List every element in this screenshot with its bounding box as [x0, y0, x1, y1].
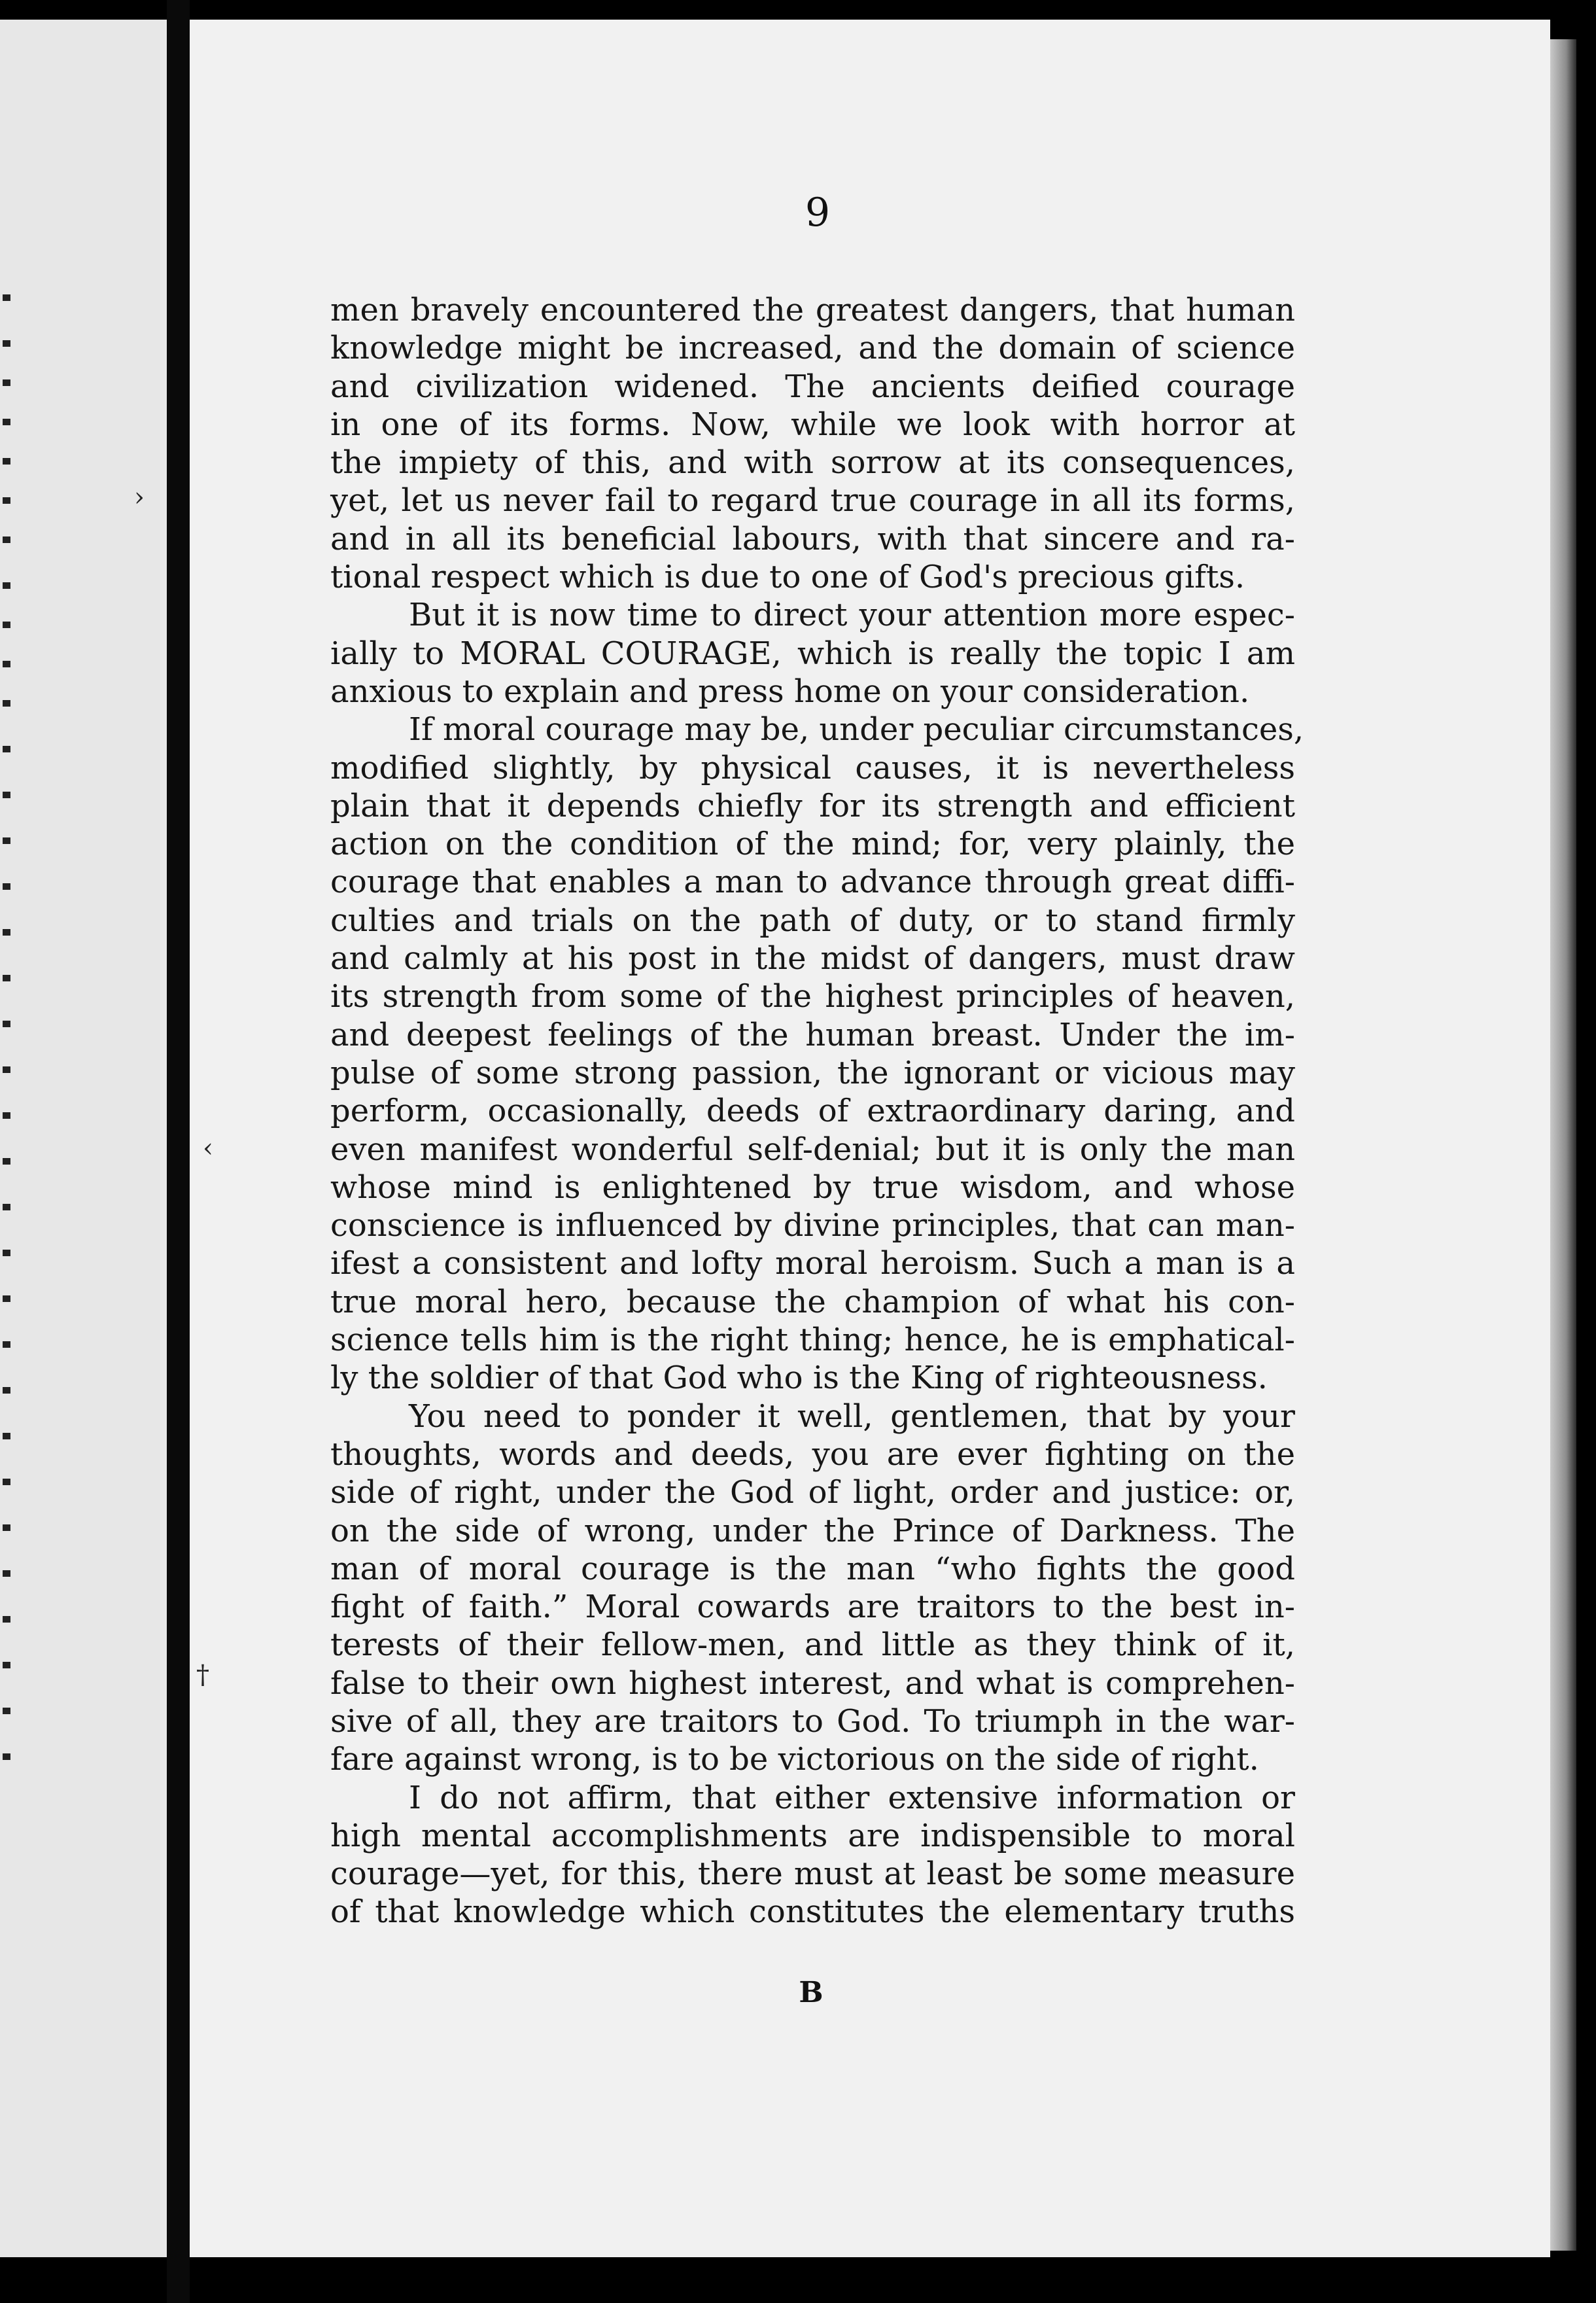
text-line: side of right, under the God of light, order and justice: or, [330, 1474, 1295, 1511]
text-line: even manifest wonderful self-denial; but it is only the man [330, 1131, 1295, 1168]
text-line: false to their own highest interest, and what is comprehen- [330, 1664, 1295, 1702]
facing-page [0, 20, 167, 2257]
text-line: the impiety of this, and with sorrow at its consequences, [330, 444, 1295, 482]
text-line: fare against wrong, is to be victorious on the side of right. [330, 1741, 1259, 1778]
text-line: men bravely encountered the greatest dangers, that human [330, 292, 1295, 328]
text-line: and civilization widened. The ancients deified courage [330, 368, 1295, 405]
text-line: If moral courage may be, under peculiar circumstances, [409, 711, 1304, 748]
text-line: You need to ponder it well, gentlemen, that by your [409, 1398, 1295, 1435]
text-line: courage—yet, for this, there must at least be some measure [330, 1855, 1295, 1893]
text-line: in one of its forms. Now, while we look with horror at [330, 406, 1295, 443]
text-line: culties and trials on the path of duty, or to stand firmly [330, 902, 1295, 939]
text-line: man of moral courage is the man “who fights the good [330, 1550, 1295, 1587]
text-line: knowledge might be increased, and the domain of science [330, 330, 1295, 367]
text-line: tional respect which is due to one of God's precious gifts. [330, 559, 1245, 596]
text-line: courage that enables a man to advance through great diffi- [330, 864, 1295, 901]
text-line: on the side of wrong, under the Prince of Darkness. The [330, 1512, 1295, 1549]
text-line: and calmly at his post in the midst of dangers, must draw [330, 940, 1295, 977]
margin-mark: ‹ [203, 1133, 213, 1163]
text-line: ifest a consistent and lofty moral heroism. Such a man is a [330, 1245, 1295, 1282]
body-text [330, 291, 1304, 1931]
facing-page-edge-text [0, 294, 20, 1995]
text-line: But it is now time to direct your attention more espec- [409, 597, 1295, 634]
text-line: ially to MORAL COURAGE, which is really the topic I am [330, 635, 1295, 672]
text-line: thoughts, words and deeds, you are ever fighting on the [330, 1435, 1295, 1473]
page-edge-shadow [1550, 39, 1576, 2251]
text-line: science tells him is the right thing; hence, he is emphatical- [330, 1322, 1295, 1359]
margin-mark: † [196, 1660, 209, 1690]
text-line: true moral hero, because the champion of what his con- [330, 1283, 1295, 1320]
text-line: ly the soldier of that God who is the King of righteousness. [330, 1360, 1268, 1397]
margin-mark: › [134, 482, 145, 512]
text-line: action on the condition of the mind; for, very plainly, the [330, 826, 1295, 863]
signature-mark: B [799, 1976, 824, 2009]
text-line: conscience is influenced by divine principles, that can man- [330, 1207, 1295, 1244]
text-line: whose mind is enlightened by true wisdom, and whose [330, 1169, 1295, 1206]
text-line: yet, let us never fail to regard true courage in all its forms, [330, 482, 1295, 519]
text-line: pulse of some strong passion, the ignorant or vicious may [330, 1054, 1295, 1091]
text-line: its strength from some of the highest principles of heaven, [330, 978, 1295, 1015]
text-line: perform, occasionally, deeds of extraordinary daring, and [330, 1093, 1295, 1130]
text-line: sive of all, they are traitors to God. To triumph in the war- [330, 1702, 1295, 1740]
text-line: modified slightly, by physical causes, it is nevertheless [330, 749, 1295, 786]
text-line: plain that it depends chiefly for its strength and efficient [330, 787, 1295, 824]
text-line: terests of their fellow-men, and little as they think of it, [330, 1626, 1295, 1664]
book-gutter [167, 0, 190, 2303]
text-line: of that knowledge which constitutes the elementary truths [330, 1893, 1295, 1931]
text-line: fight of faith.” Moral cowards are traitors to the best in- [330, 1589, 1295, 1626]
page-number: 9 [805, 190, 831, 236]
text-line: and in all its beneficial labours, with that sincere and ra- [330, 520, 1295, 557]
text-line: high mental accomplishments are indispensible to moral [330, 1817, 1295, 1854]
text-line: and deepest feelings of the human breast. Under the im- [330, 1016, 1295, 1053]
text-line: anxious to explain and press home on your consideration. [330, 673, 1250, 710]
text-line: I do not affirm, that either extensive information or [409, 1779, 1295, 1816]
